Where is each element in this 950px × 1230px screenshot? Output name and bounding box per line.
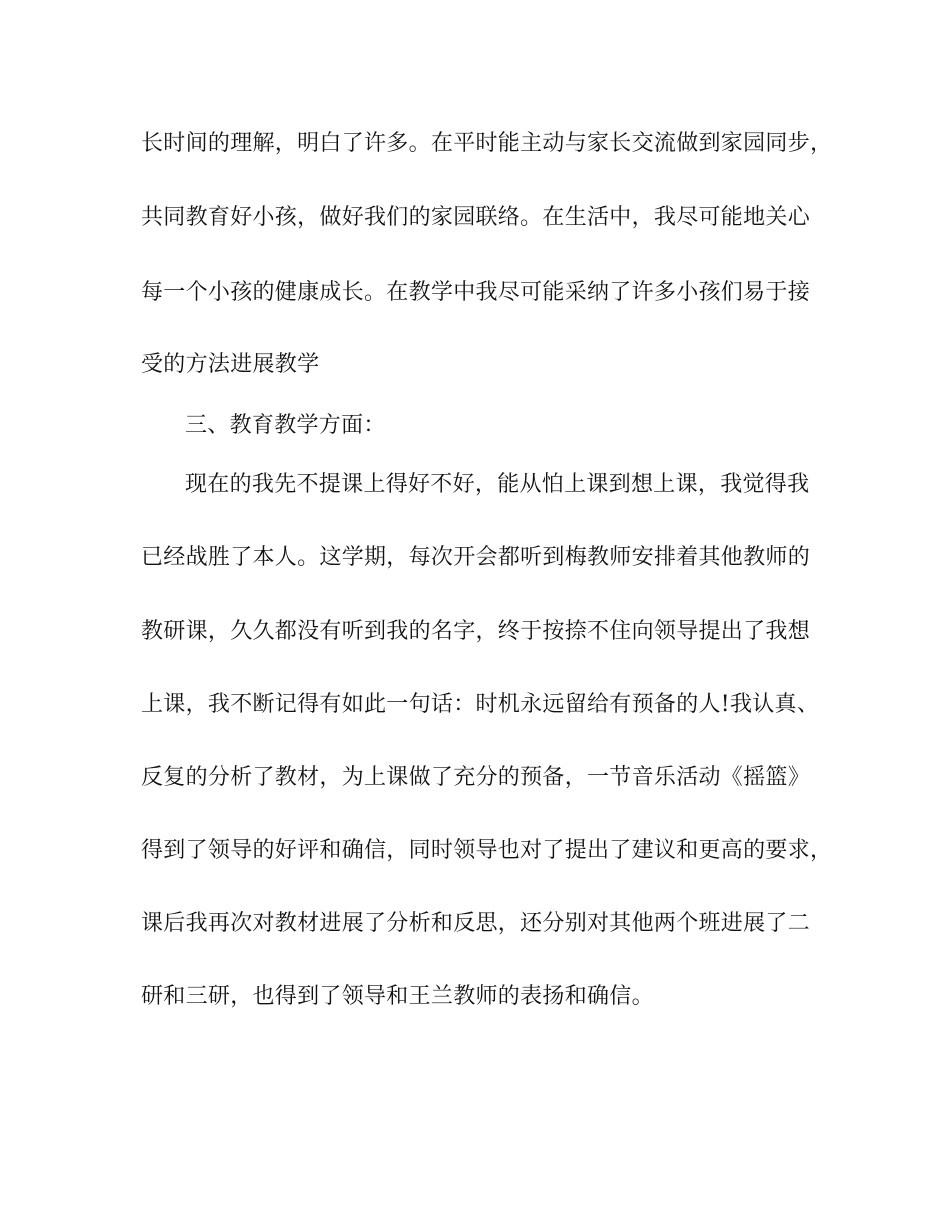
paragraph-line: 受的方法进展教学 [141,352,320,377]
section-heading: 三、教育教学方面： [185,413,386,438]
paragraph-line: 得到了领导的好评和确信，同时领导也对了提出了建议和更高的要求， [141,838,833,863]
paragraph-line: 上课，我不断记得有如此一句话：时机永远留给有预备的人!我认真、 [141,692,820,717]
paragraph-line: 研和三研，也得到了领导和王兰教师的表扬和确信。 [141,984,654,1009]
paragraph-line: 长时间的理解，明白了许多。在平时能主动与家长交流做到家园同步， [141,131,833,156]
paragraph-line: 课后我再次对教材进展了分析和反思，还分别对其他两个班进展了二 [141,911,811,936]
paragraph-line: 反复的分析了教材，为上课做了充分的预备，一节音乐活动《摇篮》 [141,765,811,790]
paragraph-line: 已经战胜了本人。这学期，每次开会都听到梅教师安排着其他教师的 [141,545,811,570]
paragraph-line: 教研课，久久都没有听到我的名字，终于按捺不住向领导提出了我想 [141,619,811,644]
paragraph-line: 每一个小孩的健康成长。在教学中我尽可能采纳了许多小孩们易于接 [141,280,811,305]
paragraph-line: 现在的我先不提课上得好不好，能从怕上课到想上课，我觉得我 [185,472,810,497]
paragraph-line: 共同教育好小孩，做好我们的家园联络。在生活中，我尽可能地关心 [141,205,811,230]
